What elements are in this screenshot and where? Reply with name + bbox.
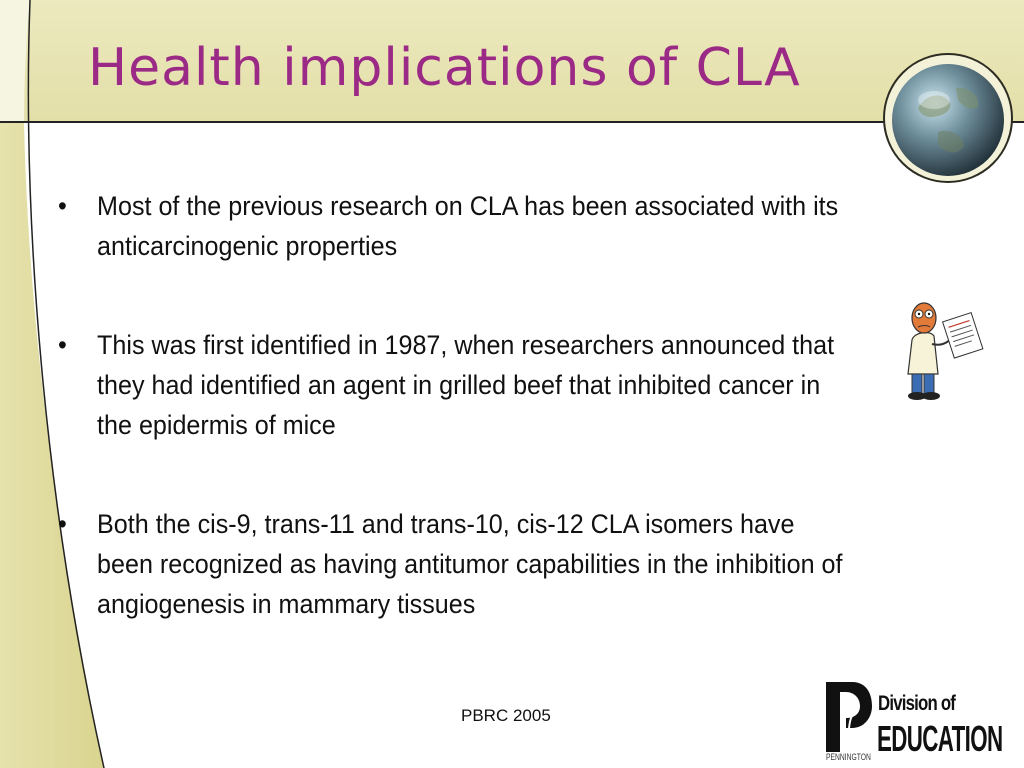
bullet-text: Most of the previous research on CLA has been associated with its anticarcinogenic properties xyxy=(97,191,839,261)
footer-text: PBRC 2005 xyxy=(461,706,551,725)
bullet-text: Both the cis-9, trans-11 and trans-10, cis-12 CLA isomers have been recognized as having antitumor capabilities in the inhibition of angiogenesis in mammary tissues xyxy=(97,509,843,619)
bullet-list xyxy=(58,186,908,624)
pennington-division-of-education-logo xyxy=(826,678,1022,766)
bullet-text: This was first identified in 1987, when researchers announced that they had identified an agent in grilled beef that inhibited cancer in the epidermis of mice xyxy=(97,330,835,440)
logo-small-text: PENNINGTON xyxy=(826,752,871,762)
bullet-item xyxy=(58,186,849,266)
logo-line-2: EDUCATION xyxy=(877,718,1003,759)
bullet-glyph: • xyxy=(58,191,67,221)
bullet-item xyxy=(58,504,849,624)
bullet-glyph: • xyxy=(58,509,67,539)
logo-line-1: Division of xyxy=(878,692,956,715)
scientist-reading-clipart-icon xyxy=(900,296,990,404)
bullet-glyph: • xyxy=(58,330,67,360)
slide-title: Health implications of CLA xyxy=(88,38,801,98)
earth-globe-icon xyxy=(878,48,1018,188)
bullet-item xyxy=(58,325,849,445)
pennington-logo-mark-icon xyxy=(826,682,872,752)
